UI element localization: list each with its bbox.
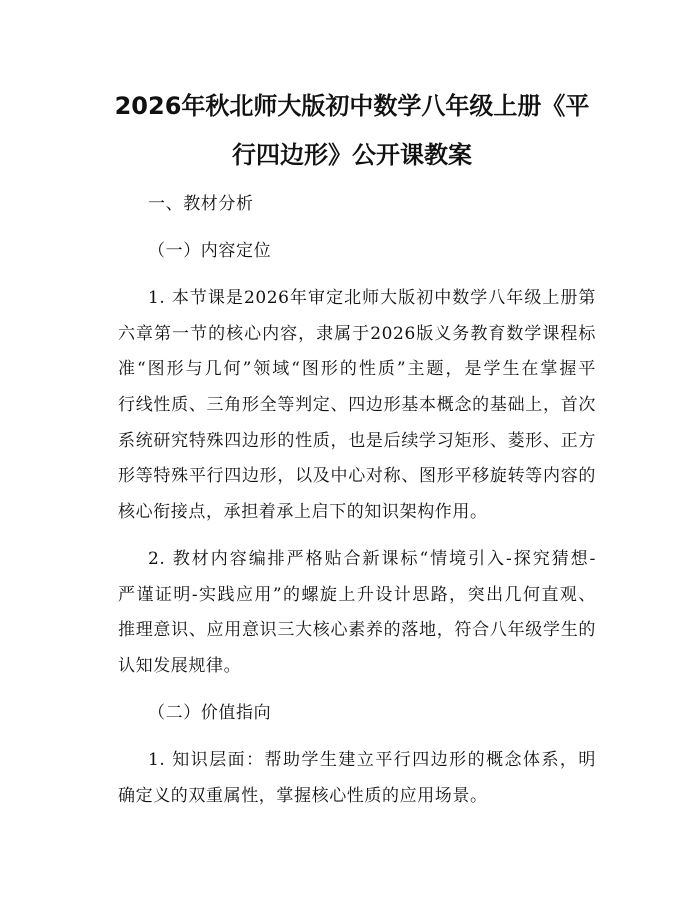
paragraph-line: 核心衔接点，承担着承上启下的知识架构作用。 [118,502,488,522]
paragraph-line: 推理意识、应用意识三大核心素养的落地，符合八年级学生的 [118,620,596,640]
paragraph-line: 形等特殊平行四边形，以及中心对称、图形平移旋转等内容的 [118,466,596,486]
paragraph-line: 1. 知识层面：帮助学生建立平行四边形的概念体系，明 [148,750,596,770]
paragraph-line: 系统研究特殊四边形的性质，也是后续学习矩形、菱形、正方 [118,431,596,451]
section-heading: 一、教材分析 [148,194,254,214]
document-title-line-2: 行四边形》公开课教案 [232,141,472,169]
subsection-heading: （二）价值指向 [148,703,272,723]
paragraph-line: 六章第一节的核心内容，隶属于2026版义务教育数学课程标 [118,324,596,344]
paragraph-line: 2. 教材内容编排严格贴合新课标“情境引入-探究猜想- [148,549,596,569]
paragraph-line: 确定义的双重属性，掌握核心性质的应用场景。 [118,786,488,806]
subsection-heading: （一）内容定位 [148,241,272,261]
document-title-line-1: 2026年秋北师大版初中数学八年级上册《平 [114,92,590,120]
paragraph-line: 准“图形与几何”领域“图形的性质”主题，是学生在掌握平 [118,359,596,379]
paragraph-line: 认知发展规律。 [118,656,242,676]
paragraph-line: 行线性质、三角形全等判定、四边形基本概念的基础上，首次 [118,395,596,415]
paragraph-line: 严谨证明-实践应用”的螺旋上升设计思路，突出几何直观、 [118,585,596,605]
paragraph-line: 1. 本节课是2026年审定北师大版初中数学八年级上册第 [148,288,596,308]
